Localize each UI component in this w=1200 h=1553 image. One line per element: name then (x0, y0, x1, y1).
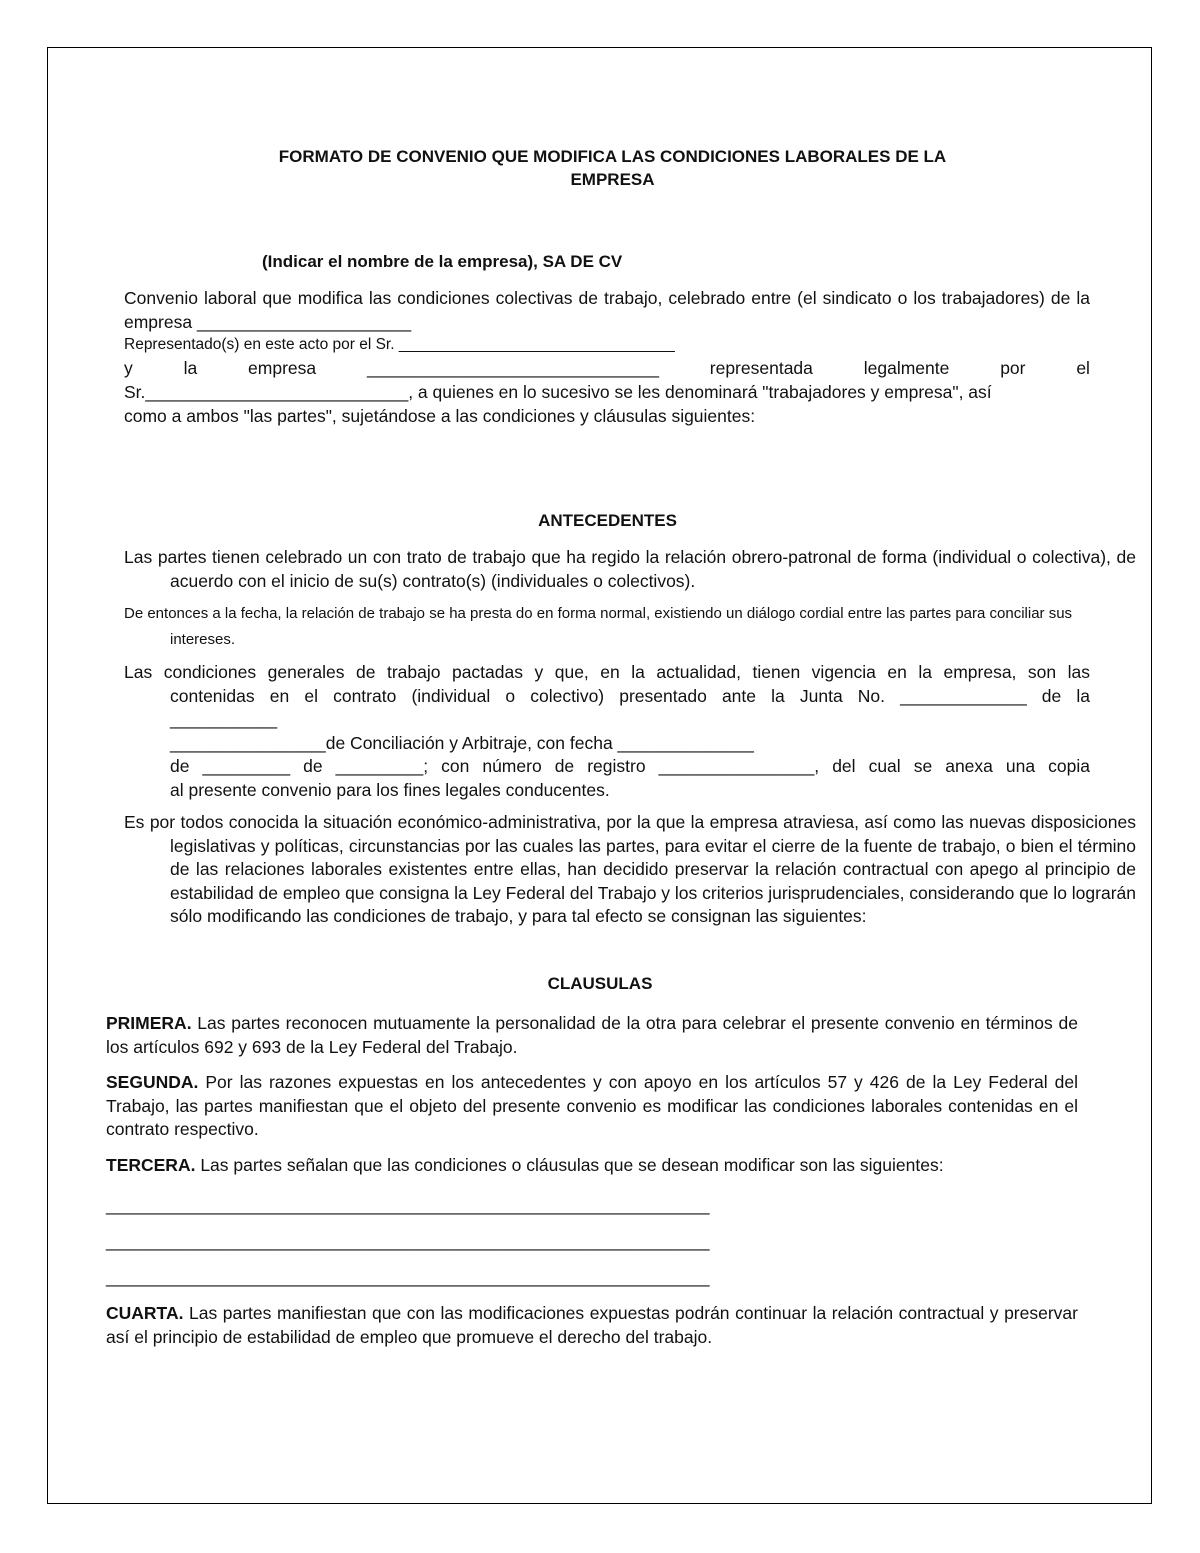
antecedente-3-line: ___________ (170, 709, 278, 729)
clausula-text: Las partes reconocen mutuamente la personalidad de la otra para celebrar el presente convenio en términos de los artículos 692 y 693 de la Ley Federal del Trabajo. (106, 1013, 1078, 1057)
word: por (1000, 358, 1026, 378)
clausulas-heading: CLAUSULAS (547, 974, 653, 993)
antecedente-3-line: al presente convenio para los fines legales conducentes. (170, 779, 610, 800)
company-name-blank: ______________________________ (366, 358, 659, 378)
representative-blank: ___________________________ (145, 382, 409, 402)
word: y (124, 358, 133, 378)
clausula-segunda (106, 1071, 1078, 1142)
word: empresa (248, 358, 317, 378)
clausula-label: CUARTA. (106, 1303, 184, 1323)
clausula-primera (106, 1012, 1078, 1059)
word: la (183, 358, 198, 378)
clausula-text: Por las razones expuestas en los antecedentes y con apoyo en los artículos 57 y 426 de la Ley Federal del Trabajo, las partes manifiestan que el objeto del presente convenio es modificar las condiciones laborales contenidas en el contrato respectivo. (106, 1072, 1078, 1139)
antecedente-3-line: ________________de Conciliación y Arbitraje, con fecha ______________ (170, 732, 754, 753)
represented-line: Representado(s) en este acto por el Sr. ________________________________ (124, 336, 675, 353)
modification-line: ______________________________________________________________ (106, 1267, 710, 1287)
antecedente-3-line: contenidas en el contrato (individual o colectivo) presentado ante la Junta No. _____________ de la (170, 685, 1090, 706)
modification-line: ______________________________________________________________ (106, 1231, 710, 1251)
clausula-label: SEGUNDA. (106, 1072, 199, 1092)
clausula-label: TERCERA. (106, 1155, 196, 1175)
title-line-1: FORMATO DE CONVENIO QUE MODIFICA LAS CONDICIONES LABORALES DE LA (278, 147, 947, 166)
intro-last-line: como a ambos "las partes", sujetándose a las condiciones y cláusulas siguientes: (124, 406, 756, 426)
antecedente-4: Es por todos conocida la situación económico-administrativa, por la que la empresa atraviesa, así como las nuevas disposiciones legislativas y políticas, circunstancias por las cuales las partes, para evitar el cierre de la fuente de trabajo, o bien el término de las relaciones laborales existentes entre ellas, han decidido preservar la relación contractual con apego al principio de estabilidad de empleo que consigna la Ley Federal del Trabajo y los criterios jurisprudenciales, considerando que lo lograrán sólo modificando las condiciones de trabajo, y para tal efecto se consignan las siguientes: (124, 812, 1136, 926)
antecedentes-heading: ANTECEDENTES (538, 511, 677, 530)
clausula-tercera (106, 1154, 1078, 1178)
company-blank: ______________________ (196, 311, 412, 332)
word: representada (709, 358, 813, 378)
antecedente-3-line: de _________ de _________; con número de registro ________________, del cual se anexa una copia (170, 756, 1090, 776)
clausula-cuarta (106, 1302, 1078, 1349)
document-title (200, 145, 1025, 191)
modification-line: ______________________________________________________________ (106, 1195, 710, 1215)
sr-label: Sr. (124, 382, 146, 402)
title-line-2: EMPRESA (570, 170, 655, 189)
sr-line (124, 381, 1090, 405)
antecedente-3-line: Las condiciones generales de trabajo pactadas y que, en la actualidad, tienen vigencia en la empresa, son las (124, 662, 1090, 682)
company-row (124, 357, 1090, 381)
clausula-label: PRIMERA. (106, 1013, 192, 1033)
clausula-text: Las partes manifiestan que con las modificaciones expuestas podrán continuar la relación contractual y preservar así el principio de estabilidad de empleo que promueve el derecho del trabajo. (106, 1303, 1078, 1347)
intro-paragraph (124, 287, 1090, 334)
antecedente-3 (124, 661, 1090, 802)
clausula-text: Las partes señalan que las condiciones o cláusulas que se desean modificar son las siguientes: (195, 1155, 944, 1175)
sr-text: , a quienes en lo sucesivo se les denominará "trabajadores y empresa", así (408, 382, 992, 402)
company-line: (Indicar el nombre de la empresa), SA DE CV (262, 252, 623, 271)
antecedente-2: De entonces a la fecha, la relación de trabajo se ha presta do en forma normal, existiendo un diálogo cordial entre las partes para conciliar sus intereses. (124, 605, 1073, 648)
word: legalmente (863, 358, 950, 378)
word: el (1076, 358, 1090, 378)
intro-text: Convenio laboral que modifica las condiciones colectivas de trabajo, celebrado entre (el sindicato o los trabajadores) de la empresa (124, 288, 1090, 332)
antecedente-1: Las partes tienen celebrado un con trato de trabajo que ha regido la relación obrero-patronal de forma (individual o colectiva), de acuerdo con el inicio de su(s) contrato(s) (individuales o colectivos). (124, 547, 1136, 591)
